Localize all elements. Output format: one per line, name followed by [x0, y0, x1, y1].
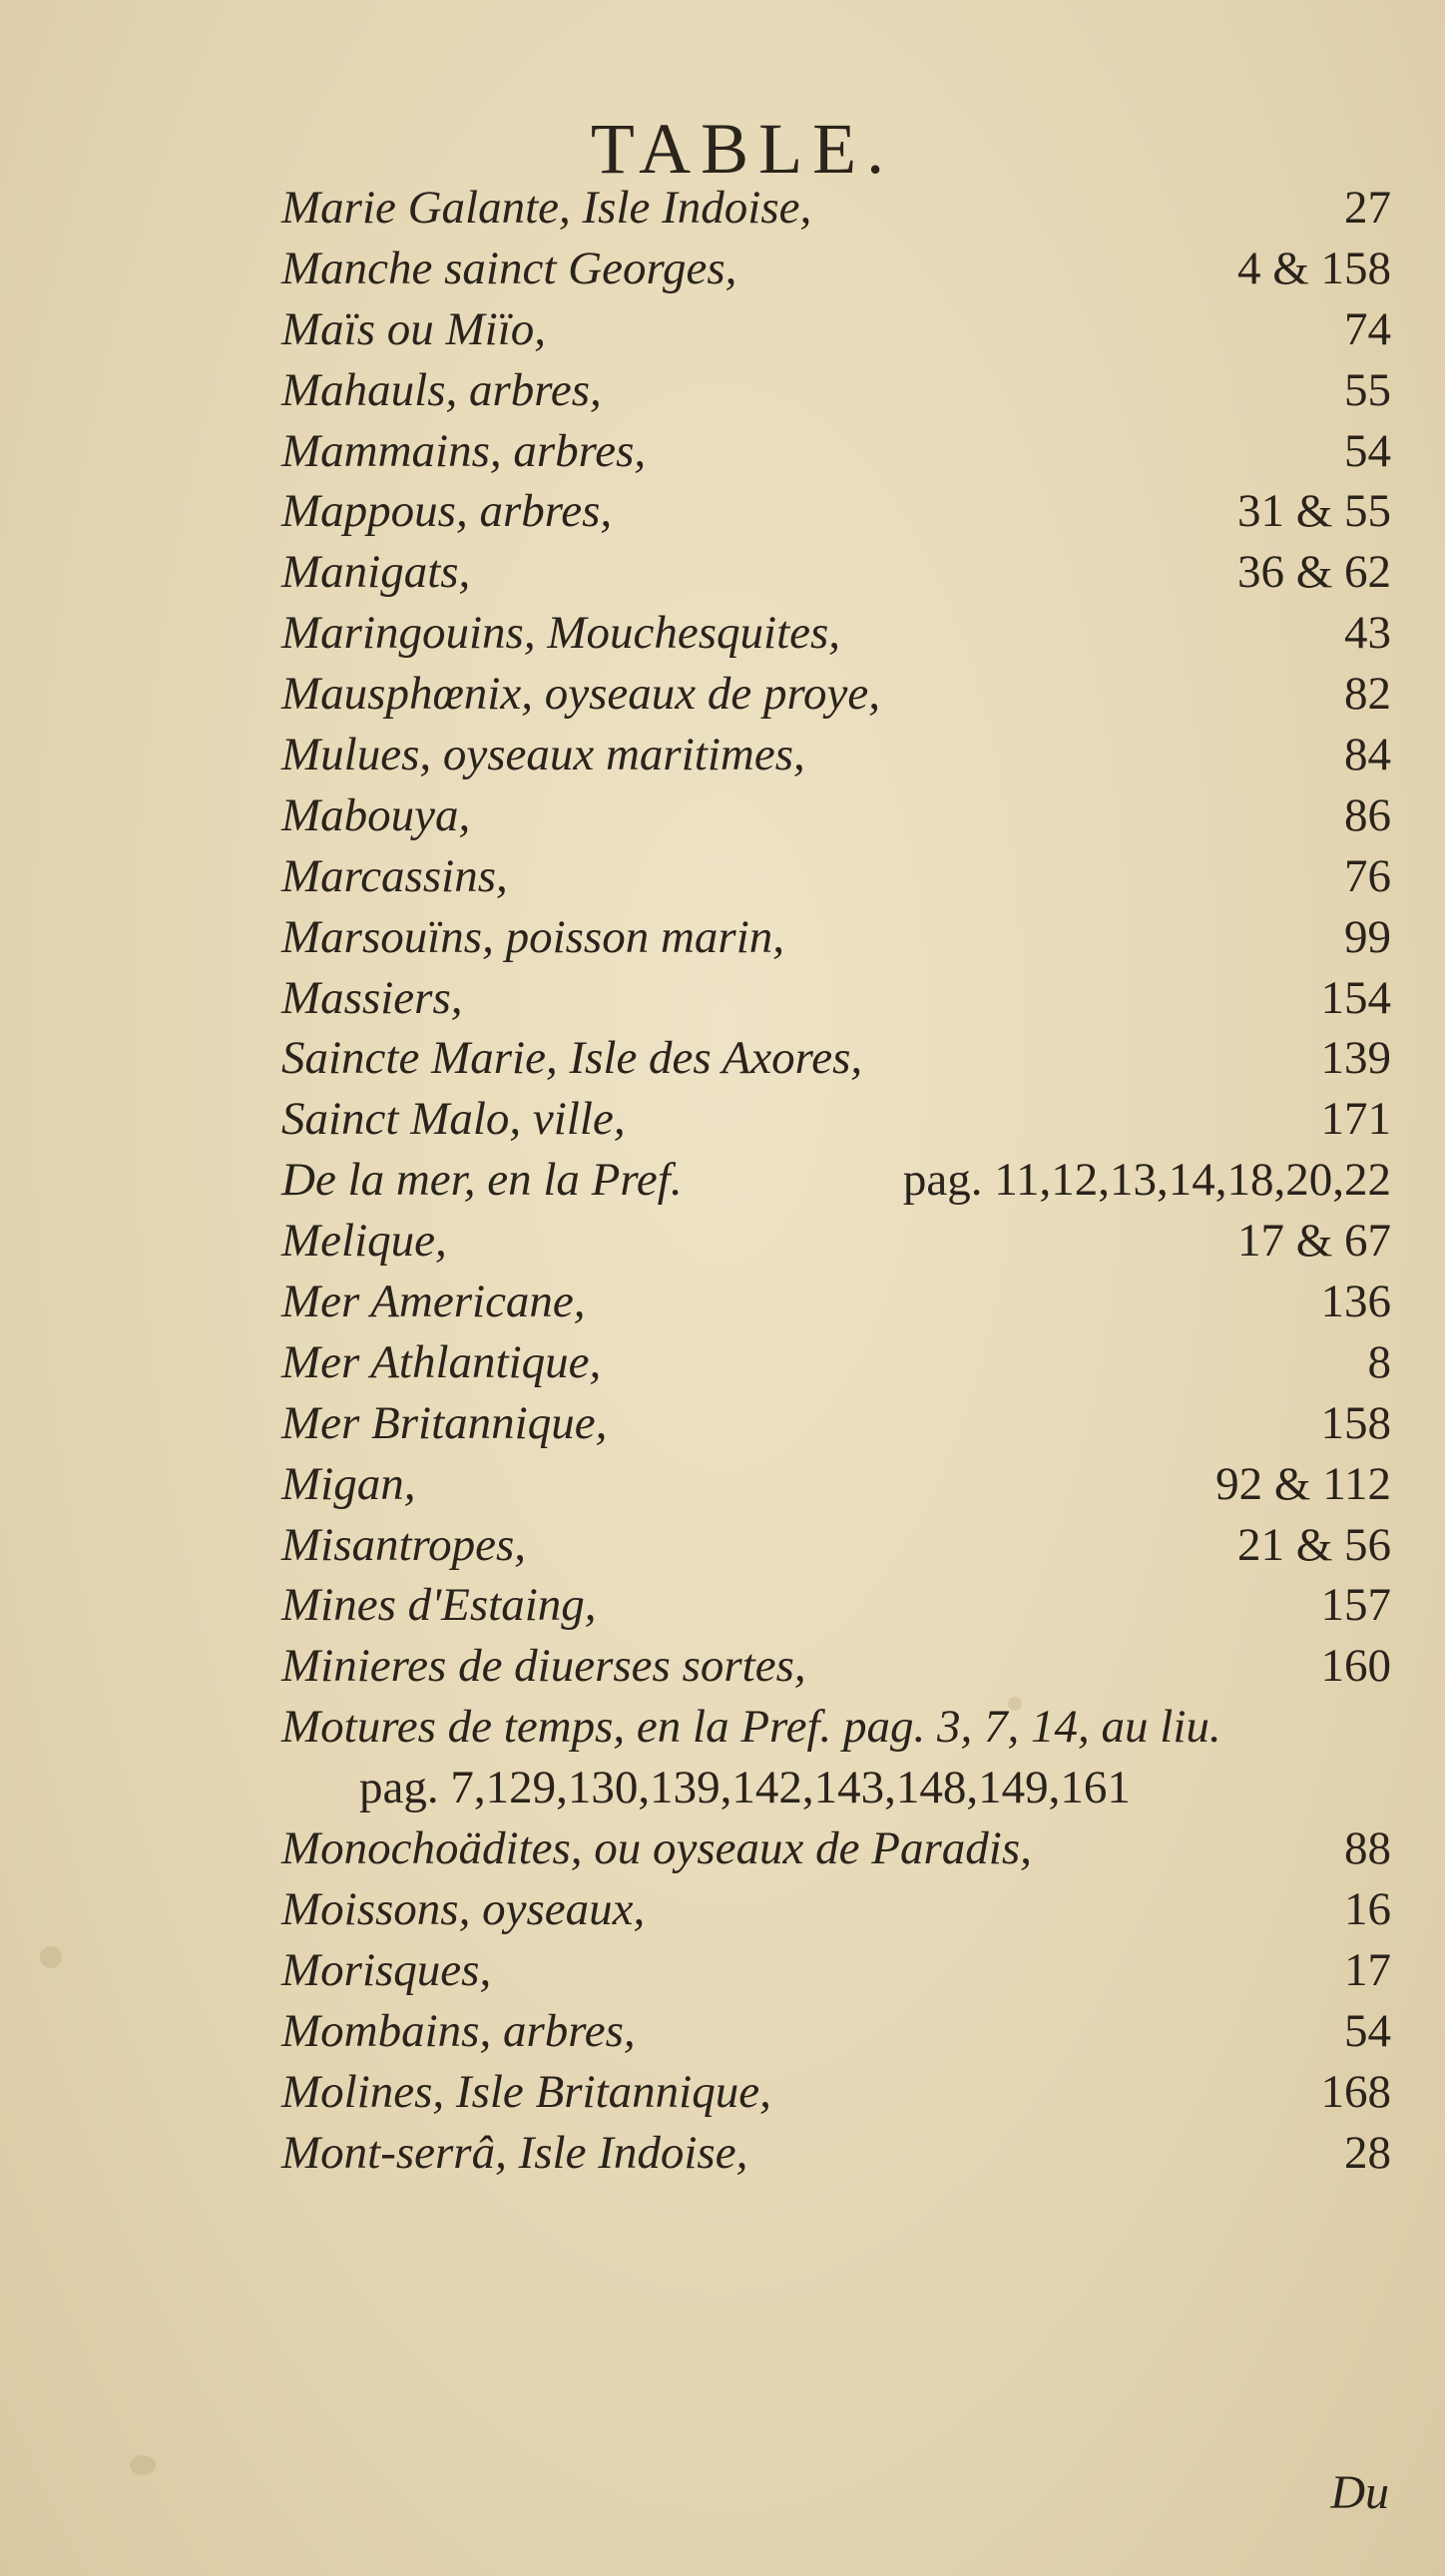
entry-page: 43: [1344, 607, 1391, 660]
index-entry: [281, 1940, 1391, 2001]
entry-label: Mahauls, arbres,: [281, 363, 602, 416]
catchword: Du: [1330, 2466, 1389, 2519]
entry-page: 54: [1344, 424, 1391, 477]
index-entry: [281, 542, 1391, 603]
entry-page: 17 & 67: [1236, 1215, 1391, 1268]
entry-label: De la mer, en la Pref.: [281, 1154, 683, 1207]
index-entry: [281, 2123, 1391, 2184]
index-entry: [281, 481, 1391, 542]
entry-label: Marcassins,: [281, 849, 508, 902]
index-entry: [281, 1332, 1391, 1393]
entry-page: 21 & 56: [1236, 1518, 1391, 1571]
index-entry: [281, 603, 1391, 664]
entry-label: Mer Americane,: [281, 1276, 586, 1328]
index-entry: [281, 421, 1391, 482]
entry-page: 154: [1320, 971, 1391, 1024]
entry-page: 99: [1344, 910, 1391, 963]
entry-page: 92 & 112: [1215, 1457, 1391, 1510]
entry-page: 82: [1344, 668, 1391, 721]
entry-page: 158: [1320, 1396, 1391, 1449]
index-entry: [281, 1150, 1391, 1211]
index-entry: [281, 1879, 1391, 1940]
index-entry: [281, 968, 1391, 1029]
entry-page: 55: [1344, 363, 1391, 416]
entry-page: 74: [1344, 302, 1391, 355]
entry-page: 84: [1344, 729, 1391, 781]
index-entry: [281, 1575, 1391, 1636]
entry-label: pag. 7,129,130,139,142,143,148,149,161: [359, 1762, 1131, 1814]
index-entry: [281, 907, 1391, 968]
entry-page: 86: [1344, 788, 1391, 841]
entry-label: Molines, Isle Britannique,: [281, 2065, 771, 2118]
entry-label: Maïs ou Miïo,: [281, 302, 547, 355]
page-title: TABLE.: [590, 109, 895, 189]
entry-label: Monochoädites, ou oyseaux de Paradis,: [281, 1822, 1032, 1875]
entry-label: Maringouins, Mouchesquites,: [281, 607, 841, 660]
entry-label: Morisques,: [281, 1943, 492, 1996]
index-entry: [281, 1515, 1391, 1576]
entry-label: Mausphœnix, oyseaux de proye,: [281, 668, 880, 721]
index-entry: [281, 299, 1391, 360]
entry-label: Mappous, arbres,: [281, 485, 613, 538]
entry-label: Marsouïns, poisson marin,: [281, 910, 785, 963]
entry-page: 16: [1344, 1882, 1391, 1935]
entry-label: Massiers,: [281, 971, 463, 1024]
entry-page: 76: [1344, 849, 1391, 902]
index-entry: [281, 846, 1391, 907]
entry-page: 28: [1344, 2126, 1391, 2179]
entry-page: 136: [1320, 1276, 1391, 1328]
entry-page: 54: [1344, 2004, 1391, 2057]
entry-label: Mer Athlantique,: [281, 1335, 602, 1388]
index-entry: [281, 239, 1391, 299]
entry-label: Motures de temps, en la Pref. pag. 3, 7, 14, au liu.: [281, 1701, 1221, 1754]
entry-page: 88: [1344, 1822, 1391, 1875]
index-entry: [281, 1636, 1391, 1697]
index-entry: [281, 1089, 1391, 1150]
entry-label: Mulues, oyseaux maritimes,: [281, 729, 805, 781]
entry-label: Mabouya,: [281, 788, 471, 841]
entry-page: 168: [1320, 2065, 1391, 2118]
entry-label: Misantropes,: [281, 1518, 527, 1571]
entry-page: 139: [1320, 1032, 1391, 1085]
entry-label: Manche sainct Georges,: [281, 242, 737, 294]
index-entry: [281, 1211, 1391, 1272]
index-entry: [281, 785, 1391, 846]
entry-label: Minieres de diuerses sortes,: [281, 1640, 806, 1693]
entry-page: 27: [1344, 182, 1391, 234]
entry-label: Migan,: [281, 1457, 416, 1510]
entry-page: 4 & 158: [1236, 242, 1391, 294]
index-entry: [281, 360, 1391, 421]
entry-page: 17: [1344, 1943, 1391, 1996]
index-entry: [281, 1454, 1391, 1515]
index-entry-list: [281, 178, 1391, 2183]
index-entry: [281, 178, 1391, 239]
entry-label: Saincte Marie, Isle des Axores,: [281, 1032, 863, 1085]
index-entry: [281, 1028, 1391, 1089]
entry-label: Moissons, oyseaux,: [281, 1882, 646, 1935]
entry-label: Marie Galante, Isle Indoise,: [281, 182, 812, 234]
index-entry: [281, 1697, 1391, 1758]
entry-label: Mines d'Estaing,: [281, 1579, 597, 1632]
entry-page: pag. 11,12,13,14,18,20,22: [902, 1154, 1391, 1207]
index-entry: [281, 725, 1391, 785]
index-entry: [281, 1393, 1391, 1454]
entry-label: Sainct Malo, ville,: [281, 1093, 626, 1146]
entry-page: 171: [1320, 1093, 1391, 1146]
index-entry: [281, 664, 1391, 725]
entry-label: Melique,: [281, 1215, 447, 1268]
entry-label: Mammains, arbres,: [281, 424, 647, 477]
index-entry: [281, 2001, 1391, 2062]
index-entry: [281, 2062, 1391, 2123]
entry-page: 36 & 62: [1236, 546, 1391, 599]
entry-label: Mont-serrâ, Isle Indoise,: [281, 2126, 748, 2179]
entry-page: 31 & 55: [1236, 485, 1391, 538]
entry-label: Manigats,: [281, 546, 471, 599]
index-entry: [281, 1818, 1391, 1879]
entry-page: 157: [1320, 1579, 1391, 1632]
entry-page: 160: [1320, 1640, 1391, 1693]
entry-page: 8: [1367, 1335, 1391, 1388]
entry-label: Mombains, arbres,: [281, 2004, 636, 2057]
index-entry-continuation: [281, 1758, 1391, 1818]
index-entry: [281, 1272, 1391, 1332]
entry-label: Mer Britannique,: [281, 1396, 608, 1449]
